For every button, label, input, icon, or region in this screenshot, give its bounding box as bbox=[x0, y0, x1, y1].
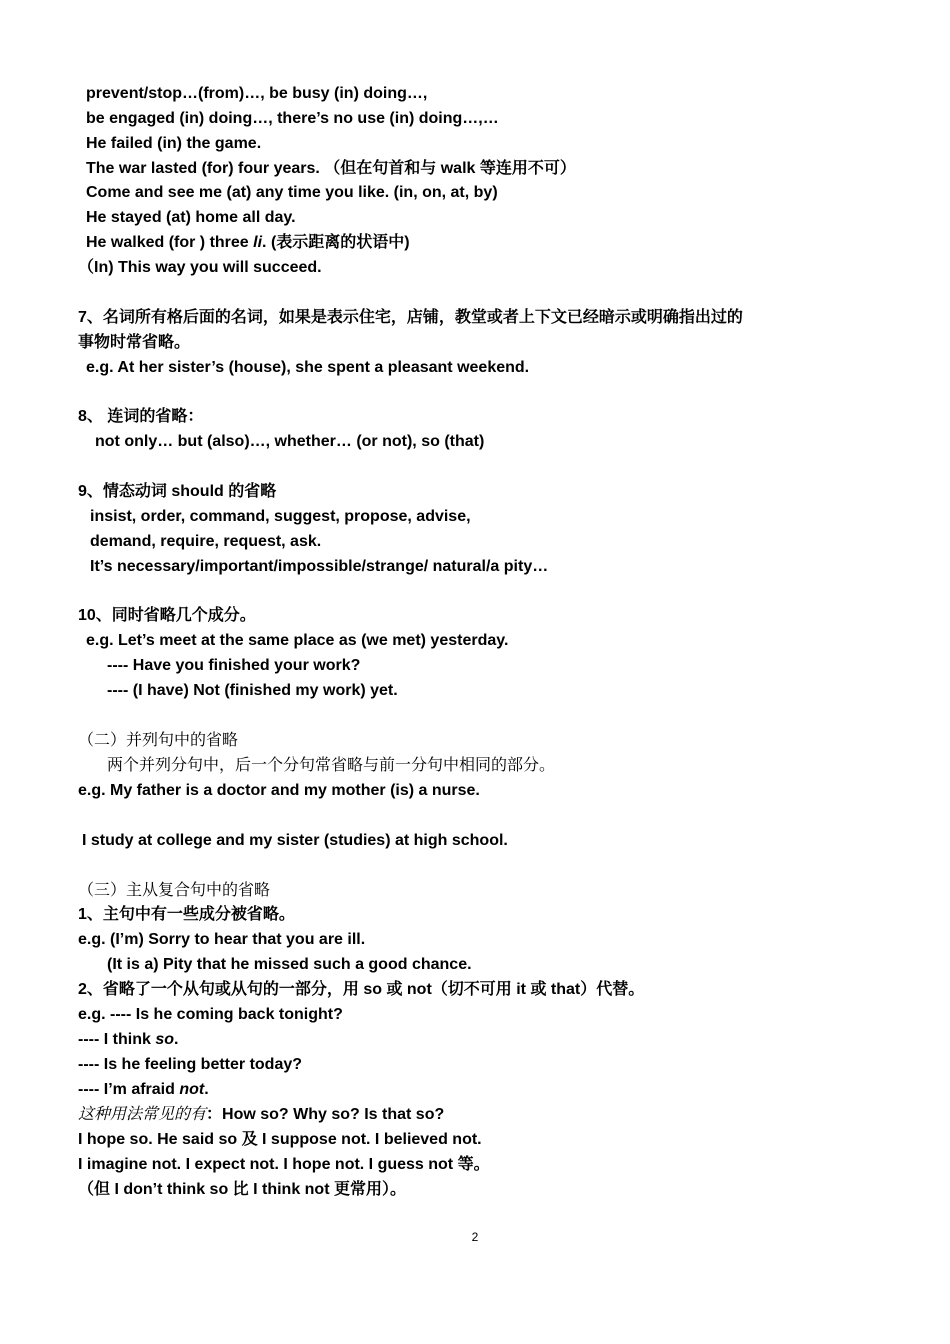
dialogue-line: e.g. ---- Is he coming back tonight? bbox=[78, 1006, 343, 1023]
section-heading: 事物时常省略。 bbox=[78, 334, 191, 351]
section-heading: 7、名词所有格后面的名词，如果是表示住宅，店铺，教堂或者上下文已经暗示或明确指出过的 bbox=[78, 309, 743, 326]
text-line: He stayed (at) home all day. bbox=[86, 209, 296, 226]
section-heading: 10、同时省略几个成分。 bbox=[78, 607, 256, 624]
dialogue-line bbox=[78, 1078, 209, 1102]
italic-term: so bbox=[155, 1031, 174, 1048]
text-segment: . (表示距离的状语中) bbox=[262, 234, 410, 251]
text-line: It’s necessary/important/impossible/strange/ natural/a pity… bbox=[90, 558, 549, 575]
text-line: （In) This way you will succeed. bbox=[78, 259, 322, 276]
italic-term: li bbox=[253, 234, 263, 251]
text-line: He failed (in) the game. bbox=[86, 135, 262, 152]
text-line: insist, order, command, suggest, propose, advise, bbox=[90, 508, 471, 525]
example-line: I study at college and my sister (studies) at high school. bbox=[82, 832, 508, 849]
text-line: demand, require, request, ask. bbox=[90, 533, 322, 550]
text-segment: ---- I’m afraid bbox=[78, 1081, 180, 1098]
text-segment: ---- I think bbox=[78, 1031, 156, 1048]
text-line: The war lasted (for) four years. （但在句首和与 walk 等连用不可） bbox=[86, 160, 576, 177]
text-line: （但 I don’t think so 比 I think not 更常用）。 bbox=[78, 1181, 406, 1198]
example-line: e.g. (I’m) Sorry to hear that you are ill. bbox=[78, 931, 366, 948]
section-heading: （二）并列句中的省略 bbox=[78, 732, 239, 749]
text-segment: He walked (for ) three bbox=[86, 234, 254, 251]
example-line: e.g. Let’s meet at the same place as (we met) yesterday. bbox=[86, 632, 509, 649]
text-segment: . bbox=[204, 1081, 209, 1098]
example-line: (It is a) Pity that he missed such a good chance. bbox=[107, 956, 472, 973]
section-heading: 9、情态动词 should 的省略 bbox=[78, 483, 277, 500]
text-line: I imagine not. I expect not. I hope not. I guess not 等。 bbox=[78, 1156, 490, 1173]
section-heading: 8、 连词的省略： bbox=[78, 408, 204, 425]
italic-lead: 这种用法常见的有 bbox=[78, 1106, 207, 1123]
text-segment: . bbox=[173, 1031, 179, 1048]
text-line bbox=[78, 1103, 444, 1127]
section-heading: 2、省略了一个从句或从句的一部分，用 so 或 not（切不可用 it 或 that）代替。 bbox=[78, 981, 645, 998]
text-line: not only… but (also)…, whether… (or not), so (that) bbox=[95, 433, 485, 450]
text-line: 两个并列分句中，后一个分句常省略与前一分句中相同的部分。 bbox=[107, 757, 556, 774]
dialogue-line: ---- (I have) Not (finished my work) yet. bbox=[107, 682, 398, 699]
dialogue-line: ---- Have you finished your work? bbox=[107, 657, 361, 674]
text-line bbox=[86, 231, 410, 255]
section-heading: （三）主从复合句中的省略 bbox=[78, 882, 271, 899]
page-number: 2 bbox=[471, 1230, 479, 1244]
text-line: I hope so. He said so 及 I suppose not. I believed not. bbox=[78, 1131, 482, 1148]
text-segment: ：How so? Why so? Is that so? bbox=[206, 1106, 445, 1123]
section-heading: 1、主句中有一些成分被省略。 bbox=[78, 906, 295, 923]
text-line: prevent/stop…(from)…, be busy (in) doing…, bbox=[86, 85, 428, 102]
text-line: Come and see me (at) any time you like. (in, on, at, by) bbox=[86, 184, 498, 201]
text-line: be engaged (in) doing…, there’s no use (in) doing…,… bbox=[86, 110, 499, 127]
example-line: e.g. At her sister’s (house), she spent a pleasant weekend. bbox=[86, 359, 530, 376]
dialogue-line: ---- Is he feeling better today? bbox=[78, 1056, 303, 1073]
dialogue-line bbox=[78, 1028, 178, 1052]
example-line: e.g. My father is a doctor and my mother (is) a nurse. bbox=[78, 782, 480, 799]
italic-term: not bbox=[179, 1081, 205, 1098]
